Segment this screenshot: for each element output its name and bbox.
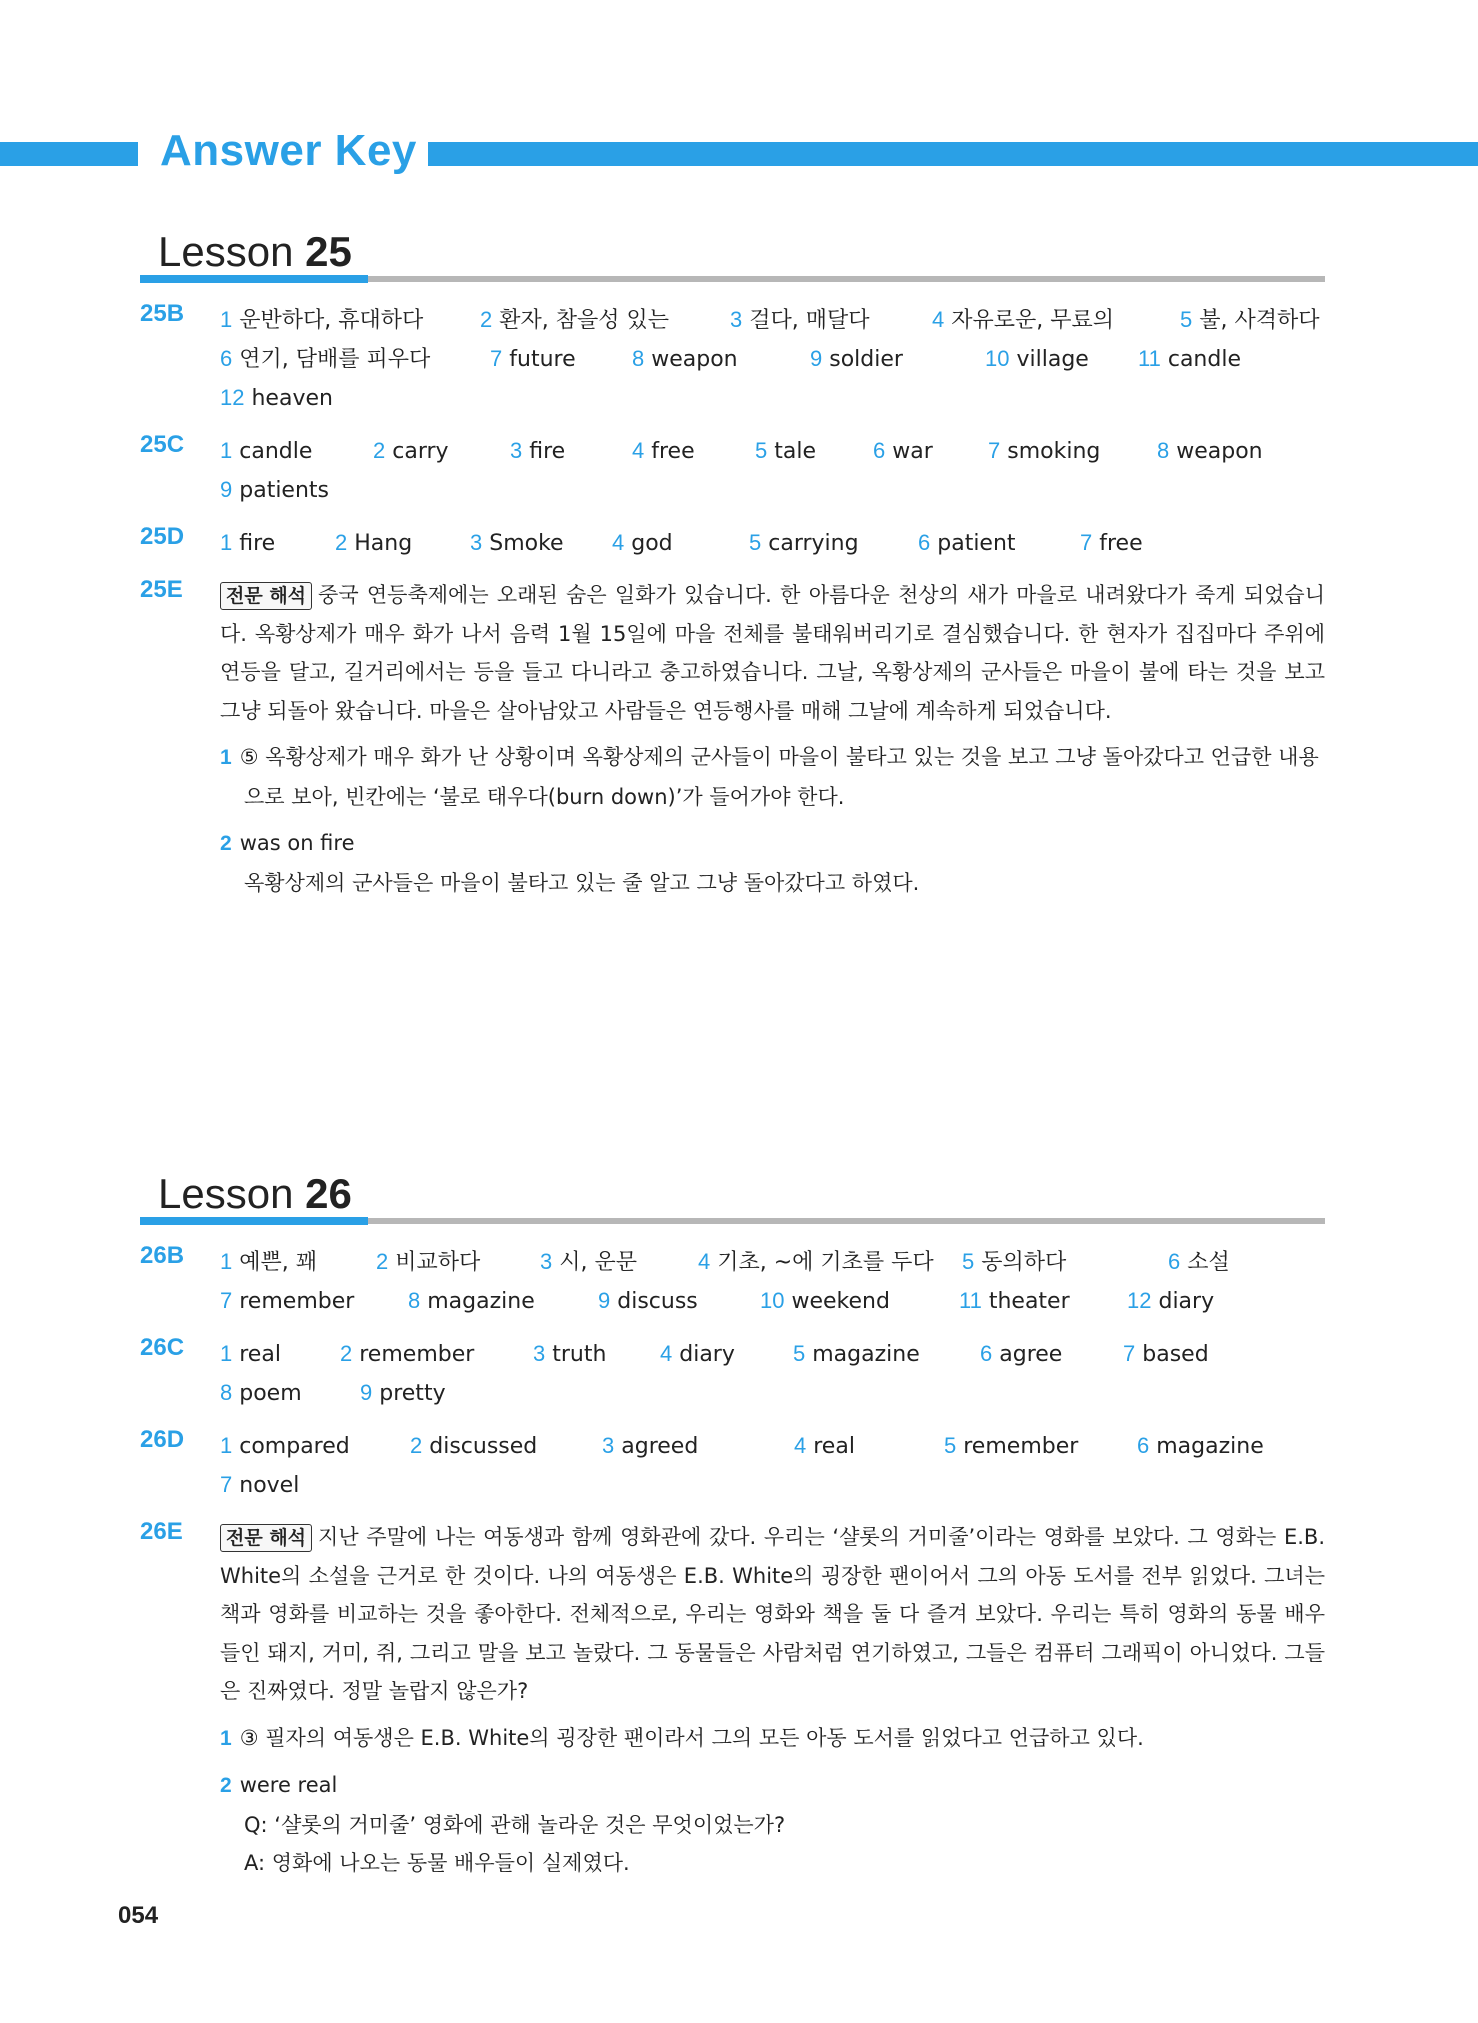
answer-text: magazine <box>812 1342 920 1367</box>
answer-item <box>962 1242 1066 1282</box>
answer-number: 6 <box>873 438 886 463</box>
section-id: 26E <box>140 1518 183 1545</box>
answer-item <box>1157 431 1263 471</box>
answer-text: carrying <box>768 531 859 556</box>
answer-row <box>220 1242 1325 1281</box>
answer-number: 1 <box>220 307 233 332</box>
answer-number: 9 <box>598 1288 611 1313</box>
answer-row <box>220 1373 1325 1412</box>
answer-item <box>985 339 1089 379</box>
answer-item <box>376 1242 480 1282</box>
answer-item <box>698 1242 934 1282</box>
answer-number: 1 <box>220 530 233 555</box>
answer-number: 3 <box>540 1249 553 1274</box>
answer-number: 8 <box>408 1288 421 1313</box>
answer-text: 운반하다, 휴대하다 <box>239 308 424 333</box>
answer-item <box>794 1426 855 1466</box>
section-body <box>220 1518 1325 1883</box>
answer-row <box>220 470 1325 509</box>
answer-text: 비교하다 <box>395 1250 481 1275</box>
answer-item <box>220 300 423 340</box>
answer-text: novel <box>239 1473 300 1498</box>
answer-number: 6 <box>980 1341 993 1366</box>
question-2-detail: A: 영화에 나오는 동물 배우들이 실제였다. <box>244 1851 630 1875</box>
answer-number: 8 <box>220 1380 233 1405</box>
answer-number: 7 <box>220 1288 233 1313</box>
question-2-detail: Q: ‘샬롯의 거미줄’ 영화에 관해 놀라운 것은 무엇이었는가? <box>244 1812 786 1837</box>
answer-number: 7 <box>490 346 503 371</box>
translation-paragraph <box>220 1518 1325 1711</box>
answer-number: 8 <box>632 346 645 371</box>
answer-item <box>730 300 870 340</box>
answer-text: agree <box>999 1342 1063 1367</box>
answer-item <box>220 378 333 418</box>
answer-text: patients <box>239 478 330 503</box>
answer-item <box>810 339 903 379</box>
answer-row <box>220 1334 1325 1373</box>
answer-number: 7 <box>988 438 1001 463</box>
answer-text: diary <box>1158 1289 1215 1314</box>
answer-item <box>755 431 816 471</box>
answer-text: compared <box>239 1434 350 1459</box>
section-body <box>220 431 1325 509</box>
answer-number: 1 <box>220 1341 233 1366</box>
section-body <box>220 523 1325 562</box>
answer-number: 9 <box>220 477 233 502</box>
answer-item <box>932 300 1114 340</box>
answer-text: agreed <box>621 1434 699 1459</box>
answer-item <box>612 523 673 563</box>
answer-text: pretty <box>379 1381 446 1406</box>
answer-text: 기초, ~에 기초를 두다 <box>717 1250 934 1275</box>
answer-text: 환자, 참을성 있는 <box>499 308 669 333</box>
lesson-26-block <box>140 1170 1325 1883</box>
answer-item <box>220 523 275 563</box>
answer-number: 2 <box>373 438 386 463</box>
answer-text: 불, 사격하다 <box>1199 308 1320 333</box>
answer-row <box>220 1426 1325 1465</box>
banner-bar-right <box>428 142 1478 166</box>
question-answer: was on fire <box>239 831 355 855</box>
answer-text: future <box>509 347 576 372</box>
answer-item <box>220 1242 317 1282</box>
answer-item <box>220 431 312 471</box>
answer-number: 3 <box>730 307 743 332</box>
answer-item <box>1080 523 1143 563</box>
answer-text: magazine <box>1156 1434 1264 1459</box>
answer-item <box>1168 1242 1230 1282</box>
answer-text: 자유로운, 무료의 <box>951 308 1115 333</box>
answer-text: 시, 운문 <box>559 1250 637 1275</box>
answer-item <box>660 1334 735 1374</box>
page-title: Answer Key <box>160 126 417 175</box>
answer-text: weekend <box>791 1289 890 1314</box>
section-26e <box>140 1518 1325 1883</box>
answer-item <box>220 1334 281 1374</box>
answer-text: 예쁜, 꽤 <box>239 1250 317 1275</box>
answer-text: candle <box>239 439 313 464</box>
lesson-rule-accent <box>140 1217 368 1225</box>
answer-item <box>760 1281 890 1321</box>
answer-item <box>1180 300 1320 340</box>
answer-text: war <box>892 439 933 464</box>
banner-bar-left <box>0 142 138 166</box>
answer-number: 1 <box>220 1249 233 1274</box>
question-explanation: ⑤ 옥황상제가 매우 화가 난 상황이며 옥황상제의 군사들이 마을이 불타고 있는 것을 보고 그냥 돌아갔다고 언급한 내용으로 보아, 빈칸에는 ‘불로 태우다(burn down)’가 들어가야 한다. <box>239 745 1319 809</box>
answer-text: free <box>651 439 695 464</box>
lesson-title: Lesson 26 <box>158 1170 352 1217</box>
answer-item <box>1127 1281 1214 1321</box>
answer-item <box>1138 339 1241 379</box>
translation-badge: 전문 해석 <box>220 1524 312 1552</box>
section-body <box>220 576 1325 902</box>
answer-number: 5 <box>1180 307 1193 332</box>
question-number: 2 <box>220 832 232 855</box>
section-25e <box>140 576 1325 902</box>
answer-text: soldier <box>829 347 903 372</box>
answer-row <box>220 378 1325 417</box>
answer-number: 6 <box>1137 1433 1150 1458</box>
answer-number: 3 <box>510 438 523 463</box>
answer-text: fire <box>529 439 566 464</box>
answer-number: 2 <box>335 530 348 555</box>
section-id: 25D <box>140 523 185 550</box>
answer-number: 5 <box>755 438 768 463</box>
lesson-25-block <box>140 228 1325 902</box>
answer-item <box>490 339 576 379</box>
section-25c <box>140 431 1325 509</box>
answer-number: 12 <box>220 385 245 410</box>
question-2-detail: 옥황상제의 군사들은 마을이 불타고 있는 줄 알고 그냥 돌아갔다고 하였다. <box>244 870 920 895</box>
answer-item <box>220 1465 299 1505</box>
answer-item <box>340 1334 474 1374</box>
answer-item <box>602 1426 698 1466</box>
answer-number: 6 <box>1168 1249 1181 1274</box>
section-26b <box>140 1242 1325 1320</box>
answer-number: 2 <box>340 1341 353 1366</box>
answer-item <box>1123 1334 1209 1374</box>
section-id: 26C <box>140 1334 185 1361</box>
answer-text: discussed <box>429 1434 538 1459</box>
question-1 <box>220 1719 1325 1759</box>
answer-number: 9 <box>810 346 823 371</box>
answer-number: 5 <box>793 1341 806 1366</box>
answer-number: 4 <box>632 438 645 463</box>
lesson-title: Lesson 25 <box>158 228 352 275</box>
answer-item <box>749 523 859 563</box>
answer-text: real <box>813 1434 855 1459</box>
question-explanation: ③ 필자의 여동생은 E.B. White의 굉장한 팬이라서 그의 모든 아동 도서를 읽었다고 언급하고 있다. <box>239 1725 1144 1750</box>
answer-number: 10 <box>985 346 1010 371</box>
answer-number: 12 <box>1127 1288 1152 1313</box>
answer-text: 연기, 담배를 피우다 <box>239 347 431 372</box>
answer-number: 2 <box>376 1249 389 1274</box>
question-number: 1 <box>220 1726 232 1750</box>
answer-number: 3 <box>470 530 483 555</box>
answer-text: poem <box>239 1381 302 1406</box>
lesson-rule-accent <box>140 275 368 283</box>
answer-item <box>410 1426 537 1466</box>
answer-text: remember <box>359 1342 475 1367</box>
lesson-header <box>140 228 1325 286</box>
question-2-head <box>220 824 1325 864</box>
answer-number: 7 <box>220 1472 233 1497</box>
answer-number: 3 <box>602 1433 615 1458</box>
answer-item <box>632 431 695 471</box>
answer-number: 11 <box>1138 346 1161 371</box>
section-25b <box>140 300 1325 417</box>
answer-number: 5 <box>749 530 762 555</box>
answer-number: 6 <box>918 530 931 555</box>
answer-number: 7 <box>1080 530 1093 555</box>
answer-number: 1 <box>220 1433 233 1458</box>
translation-text: 중국 연등축제에는 오래된 숨은 일화가 있습니다. 한 아름다운 천상의 새가 마을로 내려왔다가 죽게 되었습니다. 옥황상제가 매우 화가 나서 음력 1월 15일에 마을 전체를 불태워버리기로 결심했습니다. 한 현자가 집집마다 주위에 연등을 달고, 길거리에서는 등을 들고 다니라고 충고하였습니다. 그날, 옥황상제의 군사들은 마을이 불에 타는 것을 보고 그냥 되돌아 왔습니다. 마을은 살아남았고 사람들은 연등행사를 매해 그날에 계속하게 되었습니다. <box>220 583 1325 723</box>
answer-text: real <box>239 1342 281 1367</box>
answer-number: 11 <box>959 1288 982 1313</box>
translation-badge: 전문 해석 <box>220 582 312 610</box>
answer-number: 1 <box>220 438 233 463</box>
section-id: 26D <box>140 1426 185 1453</box>
answer-row <box>220 1281 1325 1320</box>
answer-text: 소설 <box>1187 1250 1230 1275</box>
answer-item <box>470 523 564 563</box>
answer-text: 걸다, 매달다 <box>749 308 870 333</box>
answer-item <box>373 431 449 471</box>
answer-item <box>510 431 565 471</box>
answer-number: 4 <box>660 1341 673 1366</box>
answer-text: candle <box>1167 347 1241 372</box>
answer-text: god <box>631 531 673 556</box>
answer-text: Smoke <box>489 531 564 556</box>
answer-item <box>220 339 430 379</box>
answer-item <box>1137 1426 1264 1466</box>
answer-number: 5 <box>962 1249 975 1274</box>
answer-number: 4 <box>698 1249 711 1274</box>
answer-text: carry <box>392 439 449 464</box>
answer-text: diary <box>679 1342 735 1367</box>
answer-item <box>988 431 1100 471</box>
answer-number: 9 <box>360 1380 373 1405</box>
answer-item <box>793 1334 920 1374</box>
answer-item <box>360 1373 446 1413</box>
answer-text: fire <box>239 531 276 556</box>
answer-item <box>533 1334 606 1374</box>
answer-text: heaven <box>251 386 333 411</box>
answer-text: based <box>1142 1342 1209 1367</box>
answer-number: 6 <box>220 346 233 371</box>
answer-text: patient <box>937 531 1016 556</box>
answer-row <box>220 339 1325 378</box>
section-body <box>220 1334 1325 1412</box>
question-number: 2 <box>220 1774 232 1797</box>
answer-text: remember <box>239 1289 355 1314</box>
answer-text: theater <box>988 1289 1070 1314</box>
answer-number: 4 <box>794 1433 807 1458</box>
answer-row <box>220 431 1325 470</box>
section-id: 26B <box>140 1242 185 1269</box>
answer-item <box>220 1426 350 1466</box>
answer-item <box>632 339 738 379</box>
answer-text: Hang <box>354 531 413 556</box>
answer-text: village <box>1016 347 1089 372</box>
answer-item <box>873 431 933 471</box>
answer-item <box>980 1334 1062 1374</box>
section-id: 25B <box>140 300 185 327</box>
answer-text: weapon <box>1176 439 1263 464</box>
answer-text: discuss <box>617 1289 698 1314</box>
answer-item <box>540 1242 637 1282</box>
answer-text: smoking <box>1007 439 1101 464</box>
section-26c <box>140 1334 1325 1412</box>
question-2-head <box>220 1766 1325 1806</box>
answer-item <box>480 300 669 340</box>
section-id: 25C <box>140 431 185 458</box>
answer-number: 4 <box>612 530 625 555</box>
answer-item <box>408 1281 535 1321</box>
answer-row <box>220 1465 1325 1504</box>
section-26d <box>140 1426 1325 1504</box>
translation-text: 지난 주말에 나는 여동생과 함께 영화관에 갔다. 우리는 ‘샬롯의 거미줄’이라는 영화를 보았다. 그 영화는 E.B. White의 소설을 근거로 한 것이다. 나의 여동생은 E.B. White의 굉장한 팬이어서 그의 아동 도서를 전부 읽었다. 그녀는 책과 영화를 비교하는 것을 좋아한다. 전체적으로, 우리는 영화와 책을 둘 다 즐겨 보았다. 우리는 특히 영화의 동물 배우들인 돼지, 거미, 쥐, 그리고 말을 보고 놀랐다. 그 동물들은 사람처럼 연기하였고, 그들은 컴퓨터 그래픽이 아니었다. 그들은 진짜였다. 정말 놀랍지 않은가? <box>220 1525 1325 1703</box>
translation-paragraph <box>220 576 1325 730</box>
question-number: 1 <box>220 746 232 769</box>
section-body <box>220 1426 1325 1504</box>
answer-text: weapon <box>651 347 738 372</box>
section-25d <box>140 523 1325 562</box>
question-answer: were real <box>239 1773 338 1797</box>
answer-text: tale <box>774 439 817 464</box>
question-2 <box>220 1766 1325 1883</box>
answer-number: 2 <box>480 307 493 332</box>
answer-number: 3 <box>533 1341 546 1366</box>
answer-number: 2 <box>410 1433 423 1458</box>
lesson-sections <box>140 1242 1325 1883</box>
answer-item <box>220 1373 302 1413</box>
section-id: 25E <box>140 576 183 603</box>
answer-number: 7 <box>1123 1341 1136 1366</box>
question-1 <box>220 738 1325 816</box>
answer-number: 4 <box>932 307 945 332</box>
answer-number: 8 <box>1157 438 1170 463</box>
answer-row <box>220 300 1325 339</box>
answer-text: magazine <box>427 1289 535 1314</box>
page-number: 054 <box>118 1902 159 1929</box>
answer-text: free <box>1099 531 1143 556</box>
answer-number: 10 <box>760 1288 785 1313</box>
answer-number: 5 <box>944 1433 957 1458</box>
lesson-sections <box>140 300 1325 902</box>
answer-item <box>220 470 329 510</box>
answer-text: 동의하다 <box>981 1250 1067 1275</box>
answer-item <box>944 1426 1078 1466</box>
section-body <box>220 300 1325 417</box>
lesson-header <box>140 1170 1325 1228</box>
answer-item <box>335 523 412 563</box>
answer-row <box>220 523 1325 562</box>
answer-text: remember <box>963 1434 1079 1459</box>
answer-item <box>220 1281 354 1321</box>
section-body <box>220 1242 1325 1320</box>
answer-key-banner <box>0 126 1478 175</box>
question-2 <box>220 824 1325 902</box>
answer-text: truth <box>552 1342 607 1367</box>
answer-item <box>598 1281 698 1321</box>
answer-item <box>918 523 1016 563</box>
answer-item <box>959 1281 1070 1321</box>
